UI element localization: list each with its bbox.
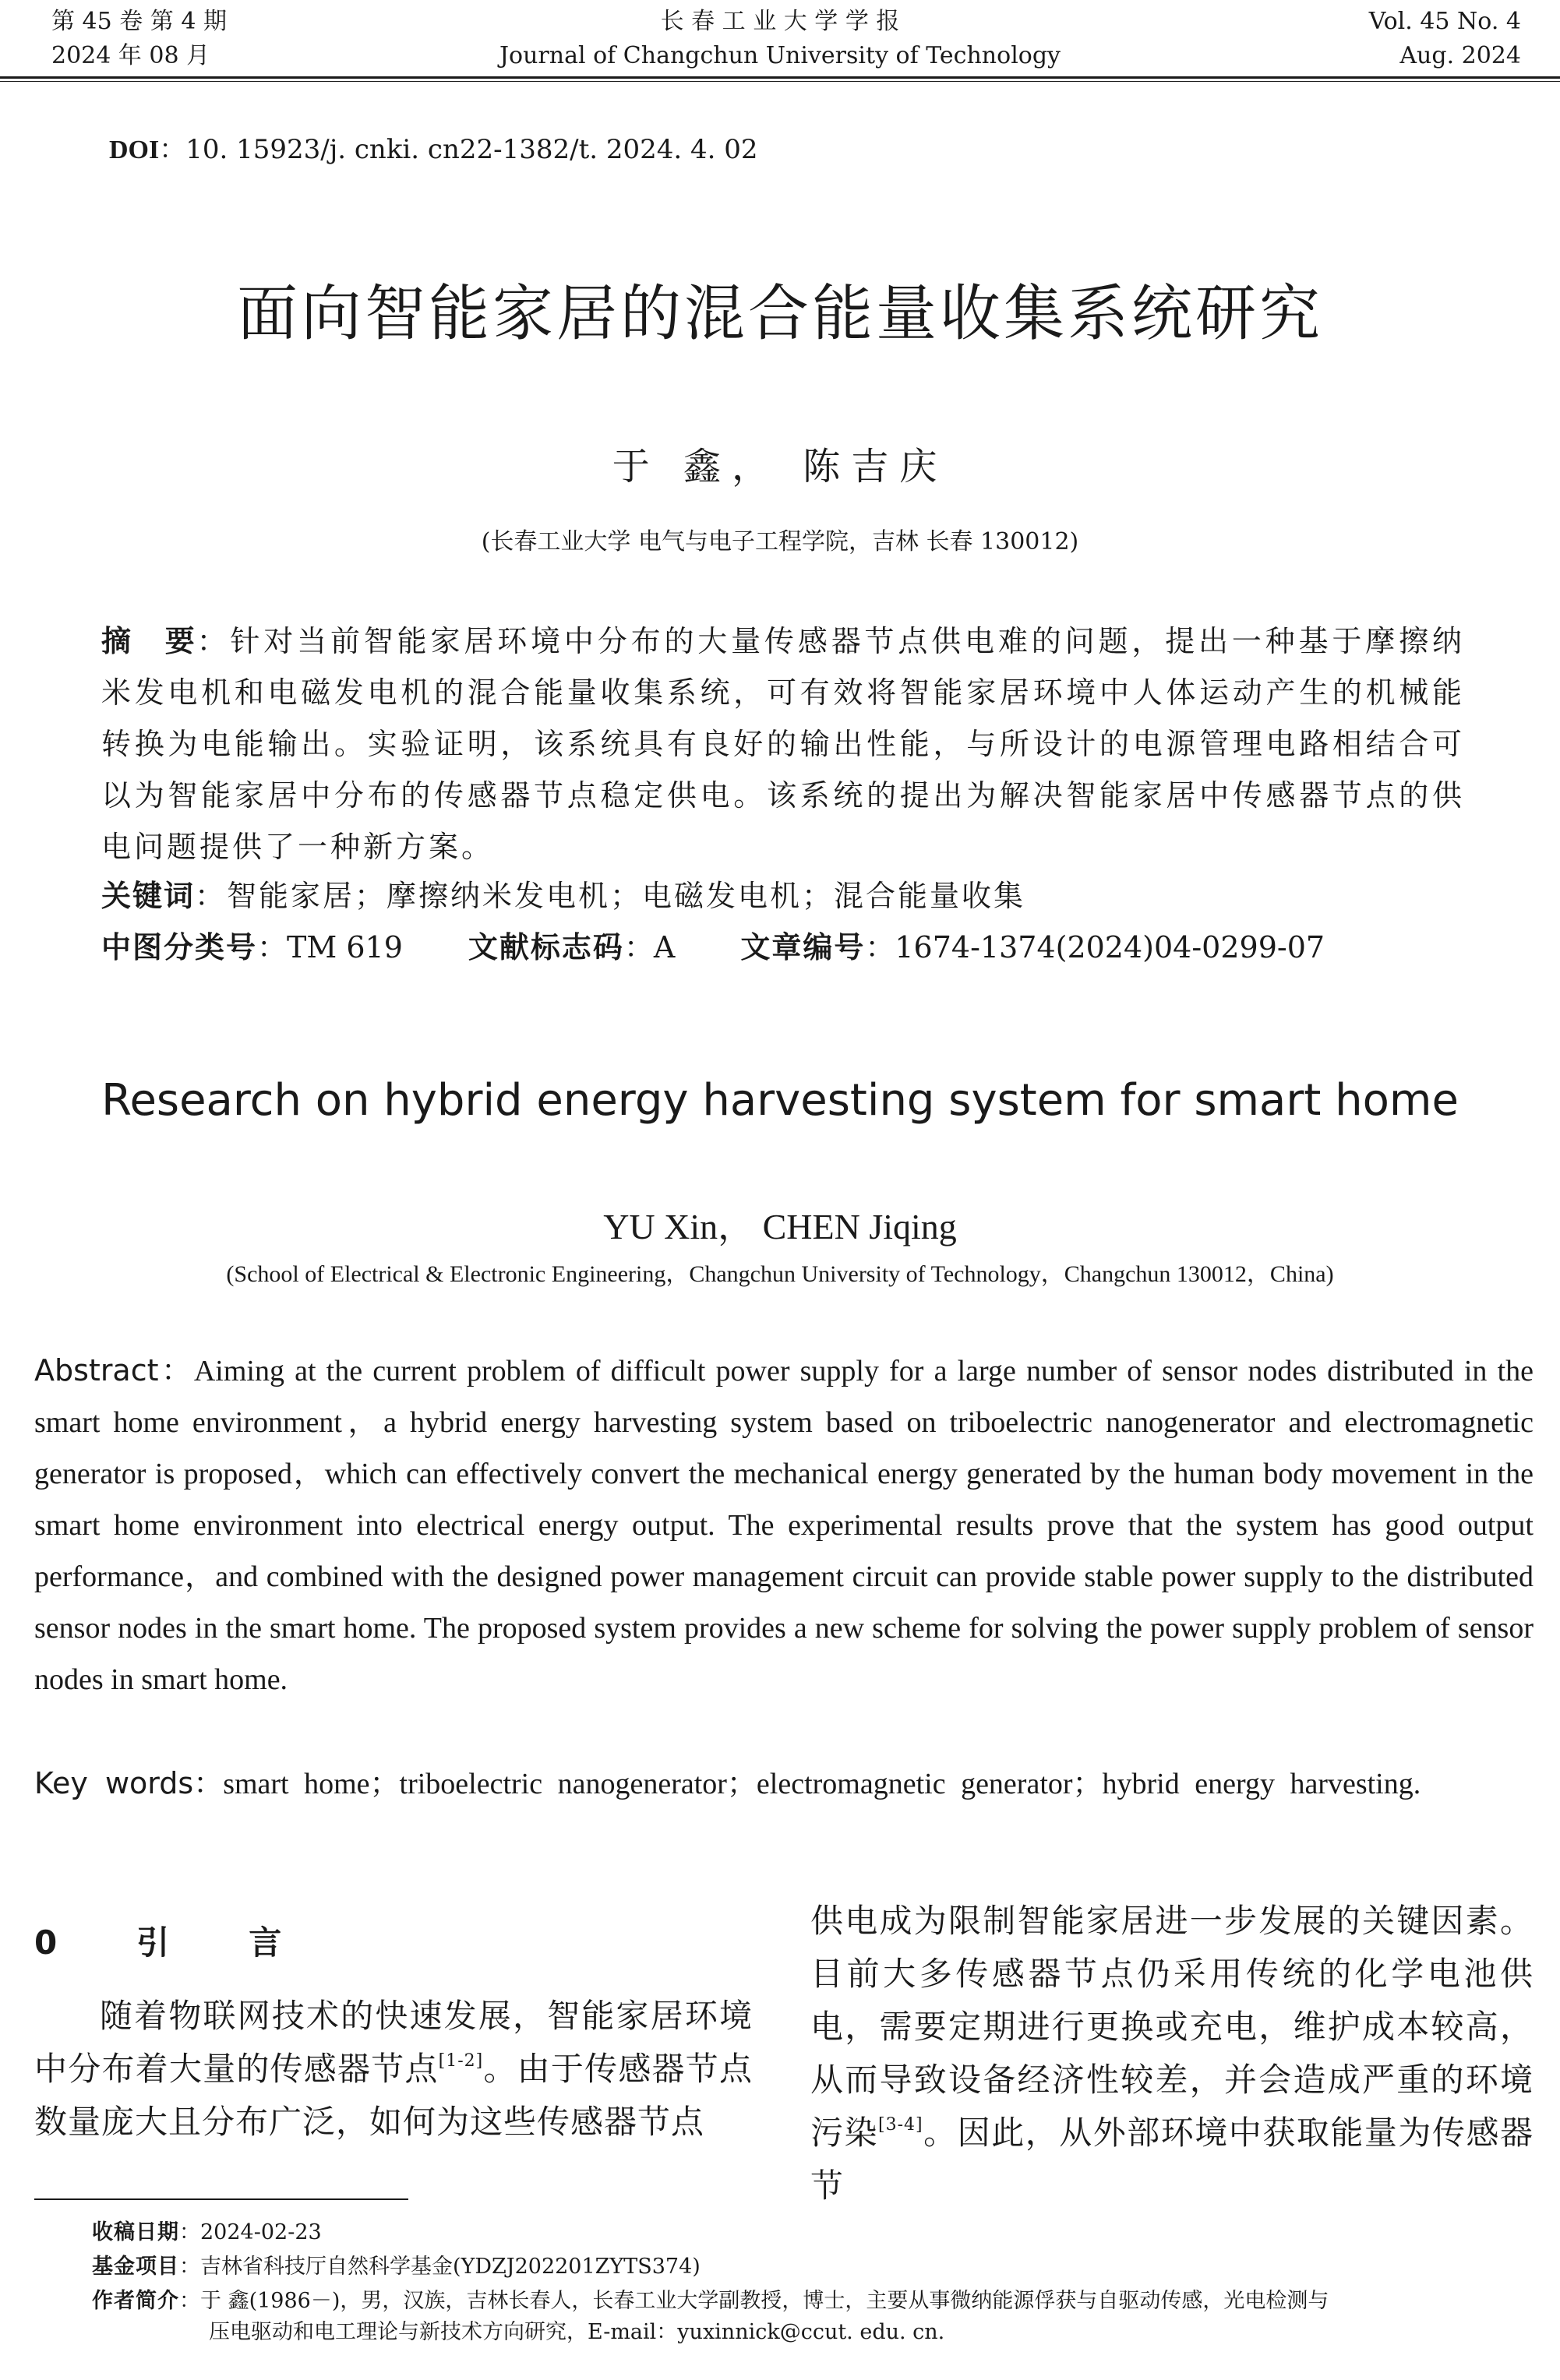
bio-label: 作者简介: [92, 2289, 179, 2313]
fund-label: 基金项目: [92, 2255, 179, 2279]
citation-3-4[interactable]: [3-4]: [878, 2115, 923, 2135]
received-value: ：2024-02-23: [179, 2220, 322, 2244]
body-column-left: [34, 1916, 753, 2149]
affiliation-cn: (长春工业大学 电气与电子工程学院，吉林 长春 130012): [481, 528, 1079, 555]
bio-line1: ：于 鑫(1986－)，男，汉族，吉林长春人，长春工业大学副教授，博士，主要从事微纳能源俘获与自驱动传感，光电检测与: [179, 2289, 1329, 2313]
article-no-value: ：1674-1374(2024)04-0299-07: [865, 930, 1325, 964]
keywords-en: [34, 1758, 1534, 1810]
intro-text-left-a: 随着物联网技术的快速发展，智能家居环境中分布着大量的传感器节点: [34, 1997, 753, 2088]
paper-title-en: Research on hybrid energy harvesting system for smart home: [101, 1075, 1459, 1126]
clc-label: 中图分类号: [101, 930, 258, 964]
fund-value: ：吉林省科技厅自然科学基金(YDZJ202201ZYTS374): [179, 2255, 701, 2279]
abstract-cn: [101, 615, 1465, 873]
footnote-author-bio: [92, 2286, 1541, 2348]
authors-cn: 于 鑫， 陈吉庆: [612, 445, 948, 488]
doi-label: DOI: [109, 136, 160, 164]
header-journal-en: Journal of Changchun University of Technology: [499, 42, 1061, 69]
header-rule-thick: [0, 76, 1560, 79]
classification-line: [101, 924, 1325, 971]
bio-line2: 压电驱动和电工理论与新技术方向研究，E-mail：yuxinnick@ccut. edu. cn.: [209, 2320, 945, 2344]
keywords-cn-text: ：智能家居；摩擦纳米发电机；电磁发电机；混合能量收集: [195, 879, 1026, 913]
paper-title-cn: 面向智能家居的混合能量收集系统研究: [236, 279, 1323, 349]
article-no-label: 文章编号: [740, 930, 866, 964]
footnote-fund: [92, 2251, 701, 2283]
header-date-en: Aug. 2024: [1399, 42, 1521, 69]
header-journal-cn: 长 春 工 业 大 学 学 报: [660, 8, 900, 35]
intro-text-right-b: 。因此，从外部环境中获取能量为传感器节: [810, 2114, 1534, 2205]
affiliation-en: (School of Electrical & Electronic Engineering，Changchun University of Technology，Changchun 130012，China): [226, 1261, 1334, 1287]
keywords-cn: [101, 873, 1025, 919]
received-label: 收稿日期: [92, 2220, 179, 2244]
section-heading-intro: 0 引 言: [34, 1923, 305, 1962]
footnote-rule: [34, 2198, 408, 2200]
doi-value: ：10. 15923/j. cnki. cn22-1382/t. 2024. 4. 02: [159, 134, 758, 165]
keywords-cn-label: 关键词: [101, 879, 196, 913]
doi-line: [109, 128, 758, 166]
intro-text-left-b: 。由于传感器节点数量庞大且分布广泛，如何为这些传感器节点: [34, 2050, 753, 2141]
header-volume-cn: 第 45 卷 第 4 期: [51, 8, 227, 35]
header-volume-en: Vol. 45 No. 4: [1368, 8, 1521, 35]
header-date-cn: 2024 年 08 月: [51, 42, 210, 69]
doc-code-value: ：A: [623, 930, 676, 964]
abstract-cn-text: ：针对当前智能家居环境中分布的大量传感器节点供电难的问题，提出一种基于摩擦纳米发电机和电磁发电机的混合能量收集系统，可有效将智能家居环境中人体运动产生的机械能转换为电能输出。实验证明，该系统具有良好的输出性能，与所设计的电源管理电路相结合可以为智能家居中分布的传感器节点稳定供电。该系统的提出为解决智能家居中传感器节点的供电问题提供了一种新方案。: [101, 624, 1465, 864]
body-column-right: [810, 1895, 1534, 2213]
authors-en: YU Xin， CHEN Jiqing: [603, 1207, 957, 1246]
intro-paragraph-right: [810, 1895, 1534, 2213]
keywords-en-label: Key words: [34, 1766, 194, 1800]
abstract-en: [34, 1345, 1534, 1705]
footnote-received: [92, 2217, 322, 2248]
abstract-en-label: Abstract: [34, 1353, 159, 1387]
citation-1-2[interactable]: [1-2]: [438, 2051, 484, 2071]
doc-code-label: 文献标志码: [468, 930, 624, 964]
header-volume: [1369, 5, 1521, 73]
keywords-en-text: ：smart home；triboelectric nanogenerator；electromagnetic generator；hybrid energy harvesting.: [193, 1768, 1421, 1800]
clc-value: ：TM 619: [257, 930, 403, 964]
intro-paragraph-left: [34, 1990, 753, 2149]
intro-text-right-a: 供电成为限制智能家居进一步发展的关键因素。目前大多传感器节点仍采用传统的化学电池供电，需要定期进行更换或充电，维护成本较高，从而导致设备经济性较差，并会造成严重的环境污染: [810, 1902, 1534, 2152]
header-journal: [0, 5, 1560, 73]
abstract-en-text: ：Aiming at the current problem of difficult power supply for a large number of sensor nodes distributed in the smart home environment，a hybrid energy harvesting system based on triboelectric nanogenerator and electromagnetic generator is proposed，which can effectively convert the mechanical energy generated by the human body movement in the smart home environment into electrical energy output. The experimental results prove that the system has good output performance，and combined with the designed power management circuit can provide stable power supply to the distributed sensor nodes in the smart home. The proposed system provides a new scheme for solving the power supply problem of sensor nodes in smart home.: [34, 1355, 1534, 1696]
header-rule-thin: [0, 81, 1560, 82]
abstract-cn-label: 摘 要: [101, 624, 197, 658]
